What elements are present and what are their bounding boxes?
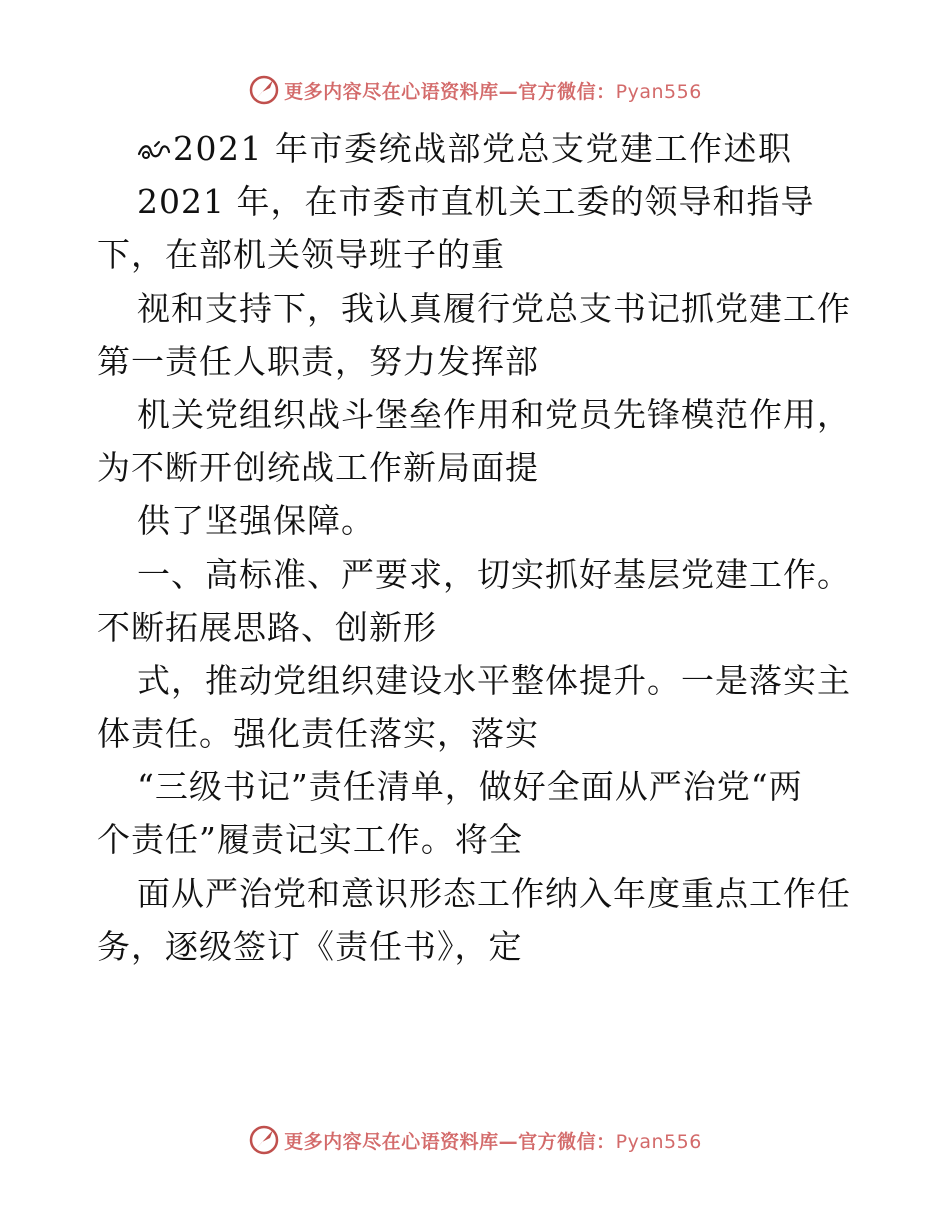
header-watermark xyxy=(0,70,950,110)
paragraph-line: 为不断开创统战工作新局面提 xyxy=(97,448,539,488)
paragraph-line: 不断拓展思路、创新形 xyxy=(97,607,437,647)
watermark-wechat-id: Pyan556 xyxy=(615,80,702,103)
paragraph-line: 体责任。强化责任落实，落实 xyxy=(97,714,539,754)
quill-seal-icon xyxy=(248,74,280,106)
paragraph-line: 视和支持下，我认真履行党总支书记抓党建工作 xyxy=(137,288,851,328)
paragraph-line: 务，逐级签订《责任书》，定 xyxy=(97,926,523,966)
quill-seal-icon xyxy=(248,1124,280,1156)
document-body xyxy=(97,122,867,973)
ornament-icon xyxy=(137,140,171,162)
paragraph-line: 面从严治党和意识形态工作纳入年度重点工作任 xyxy=(137,873,851,913)
footer-watermark xyxy=(0,1120,950,1160)
watermark-wechat-id: Pyan556 xyxy=(615,1130,702,1153)
paragraph-line: 式，推动党组织建设水平整体提升。一是落实主 xyxy=(137,660,851,700)
paragraph-line: “三级书记”责任清单，做好全面从严治党“两 xyxy=(137,767,803,807)
section-heading-line: 一、高标准、严要求，切实抓好基层党建工作。 xyxy=(137,554,851,594)
paragraph-line: 2021 年，在市委市直机关工委的领导和指导 xyxy=(137,182,815,222)
paragraph-line: 下，在部机关领导班子的重 xyxy=(97,235,505,275)
watermark-text: 更多内容尽在心语资料库—官方微信：Pyan556 xyxy=(284,1130,702,1153)
paragraph-line: 第一责任人职责，努力发挥部 xyxy=(97,341,539,381)
paragraph-line: 机关党组织战斗堡垒作用和党员先锋模范作用， xyxy=(137,394,851,434)
paragraph-line: 供了坚强保障。 xyxy=(137,501,375,541)
watermark-text: 更多内容尽在心语资料库—官方微信：Pyan556 xyxy=(284,80,702,103)
document-title: 2021 年市委统战部党总支党建工作述职 xyxy=(97,122,867,175)
paragraph-line: 个责任”履责记实工作。将全 xyxy=(97,820,523,860)
